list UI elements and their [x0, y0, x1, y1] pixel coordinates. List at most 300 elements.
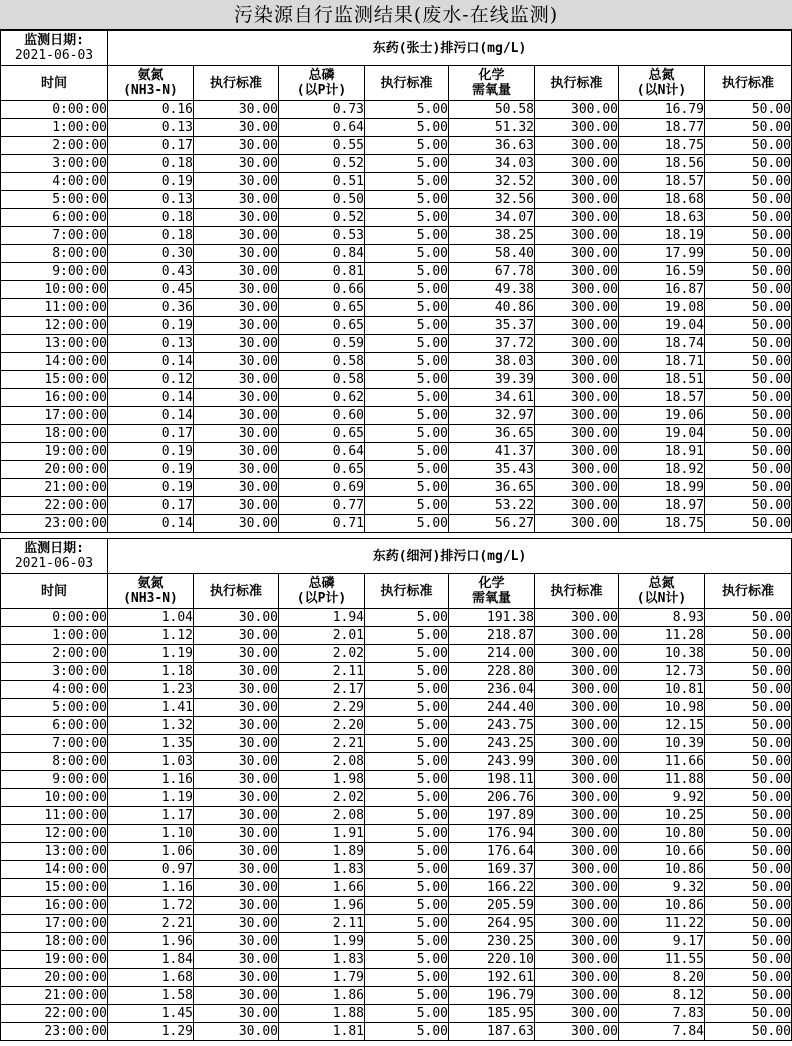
value-cell: 1.94 [279, 609, 365, 627]
value-cell: 5.00 [365, 735, 449, 753]
column-header-line: 执行标准 [209, 75, 262, 91]
value-cell: 56.27 [449, 515, 535, 533]
time-cell: 11:00:00 [1, 807, 108, 825]
value-cell: 1.83 [279, 861, 365, 879]
value-cell: 30.00 [194, 969, 279, 987]
table-row [1, 645, 792, 663]
value-cell: 30.00 [194, 735, 279, 753]
time-cell: 23:00:00 [1, 1023, 108, 1041]
value-cell: 18.92 [619, 461, 705, 479]
table-row [1, 299, 792, 317]
time-cell: 4:00:00 [1, 681, 108, 699]
monitoring-date [1, 539, 108, 574]
value-cell: 50.00 [705, 843, 792, 861]
value-cell: 30.00 [194, 753, 279, 771]
value-cell: 30.00 [194, 681, 279, 699]
value-cell: 236.04 [449, 681, 535, 699]
value-cell: 300.00 [535, 407, 619, 425]
value-cell: 300.00 [535, 425, 619, 443]
value-cell: 7.83 [619, 1005, 705, 1023]
table-row [1, 515, 792, 533]
column-header [108, 574, 194, 609]
value-cell: 34.61 [449, 389, 535, 407]
value-cell: 41.37 [449, 443, 535, 461]
value-cell: 191.38 [449, 609, 535, 627]
value-cell: 19.08 [619, 299, 705, 317]
value-cell: 5.00 [365, 281, 449, 299]
value-cell: 30.00 [194, 1023, 279, 1041]
value-cell: 1.16 [108, 771, 194, 789]
table-row [1, 461, 792, 479]
column-header-line: 执行标准 [209, 583, 262, 599]
value-cell: 198.11 [449, 771, 535, 789]
value-cell: 1.10 [108, 825, 194, 843]
value-cell: 50.00 [705, 951, 792, 969]
value-cell: 40.86 [449, 299, 535, 317]
value-cell: 30.00 [194, 807, 279, 825]
value-cell: 0.30 [108, 245, 194, 263]
column-header-line: 执行标准 [721, 75, 774, 91]
value-cell: 50.00 [705, 479, 792, 497]
value-cell: 2.01 [279, 627, 365, 645]
value-cell: 0.19 [108, 317, 194, 335]
table-row [1, 317, 792, 335]
value-cell: 19.04 [619, 425, 705, 443]
value-cell: 9.32 [619, 879, 705, 897]
value-cell: 0.14 [108, 353, 194, 371]
value-cell: 32.97 [449, 407, 535, 425]
value-cell: 0.19 [108, 173, 194, 191]
value-cell: 0.66 [279, 281, 365, 299]
value-cell: 50.58 [449, 101, 535, 119]
value-cell: 50.00 [705, 119, 792, 137]
value-cell: 5.00 [365, 789, 449, 807]
value-cell: 5.00 [365, 371, 449, 389]
value-cell: 18.97 [619, 497, 705, 515]
column-header-line: 时间 [40, 75, 67, 91]
column-header [279, 66, 365, 101]
column-header-line: 执行标准 [550, 75, 603, 91]
value-cell: 0.52 [279, 155, 365, 173]
value-cell: 18.77 [619, 119, 705, 137]
value-cell: 300.00 [535, 263, 619, 281]
value-cell: 18.57 [619, 173, 705, 191]
value-cell: 300.00 [535, 155, 619, 173]
table-row [1, 101, 792, 119]
value-cell: 10.25 [619, 807, 705, 825]
value-cell: 300.00 [535, 1005, 619, 1023]
value-cell: 30.00 [194, 137, 279, 155]
value-cell: 185.95 [449, 1005, 535, 1023]
value-cell: 30.00 [194, 915, 279, 933]
value-cell: 300.00 [535, 951, 619, 969]
table-row [1, 771, 792, 789]
value-cell: 30.00 [194, 371, 279, 389]
table-row [1, 627, 792, 645]
value-cell: 50.00 [705, 263, 792, 281]
value-cell: 1.32 [108, 717, 194, 735]
value-cell: 228.80 [449, 663, 535, 681]
table-row [1, 227, 792, 245]
value-cell: 5.00 [365, 461, 449, 479]
value-cell: 50.00 [705, 443, 792, 461]
value-cell: 50.00 [705, 191, 792, 209]
value-cell: 0.16 [108, 101, 194, 119]
column-header [365, 66, 449, 101]
value-cell: 244.40 [449, 699, 535, 717]
value-cell: 50.00 [705, 389, 792, 407]
value-cell: 50.00 [705, 101, 792, 119]
value-cell: 32.52 [449, 173, 535, 191]
value-cell: 50.00 [705, 789, 792, 807]
value-cell: 30.00 [194, 335, 279, 353]
value-cell: 1.19 [108, 789, 194, 807]
value-cell: 12.15 [619, 717, 705, 735]
value-cell: 1.91 [279, 825, 365, 843]
value-cell: 187.63 [449, 1023, 535, 1041]
value-cell: 53.22 [449, 497, 535, 515]
value-cell: 30.00 [194, 933, 279, 951]
time-cell: 6:00:00 [1, 209, 108, 227]
value-cell: 30.00 [194, 245, 279, 263]
value-cell: 300.00 [535, 735, 619, 753]
value-cell: 300.00 [535, 771, 619, 789]
time-cell: 1:00:00 [1, 119, 108, 137]
time-cell: 17:00:00 [1, 915, 108, 933]
value-cell: 196.79 [449, 987, 535, 1005]
date-value: 2021-06-03 [14, 48, 94, 63]
value-cell: 300.00 [535, 645, 619, 663]
column-header-line: (NH3-N) [123, 83, 178, 98]
column-header-line: 需氧量 [471, 83, 511, 98]
value-cell: 0.19 [108, 443, 194, 461]
value-cell: 300.00 [535, 299, 619, 317]
value-cell: 11.55 [619, 951, 705, 969]
table-row [1, 753, 792, 771]
value-cell: 1.58 [108, 987, 194, 1005]
value-cell: 30.00 [194, 209, 279, 227]
value-cell: 1.72 [108, 897, 194, 915]
value-cell: 34.07 [449, 209, 535, 227]
value-cell: 9.92 [619, 789, 705, 807]
column-header-line: 执行标准 [550, 583, 603, 599]
value-cell: 300.00 [535, 879, 619, 897]
value-cell: 50.00 [705, 515, 792, 533]
value-cell: 10.81 [619, 681, 705, 699]
value-cell: 0.84 [279, 245, 365, 263]
outlet-name: 东药(张士)排污口(mg/L) [108, 31, 792, 66]
value-cell: 10.86 [619, 861, 705, 879]
value-cell: 30.00 [194, 789, 279, 807]
value-cell: 5.00 [365, 425, 449, 443]
value-cell: 0.45 [108, 281, 194, 299]
value-cell: 5.00 [365, 1023, 449, 1041]
value-cell: 300.00 [535, 371, 619, 389]
value-cell: 30.00 [194, 497, 279, 515]
value-cell: 11.66 [619, 753, 705, 771]
column-header [449, 574, 535, 609]
table-row [1, 137, 792, 155]
time-cell: 16:00:00 [1, 897, 108, 915]
value-cell: 0.51 [279, 173, 365, 191]
value-cell: 243.75 [449, 717, 535, 735]
report-title: 污染源自行监测结果(废水-在线监测) [0, 0, 792, 30]
value-cell: 300.00 [535, 245, 619, 263]
time-cell: 0:00:00 [1, 101, 108, 119]
value-cell: 51.32 [449, 119, 535, 137]
value-cell: 5.00 [365, 317, 449, 335]
value-cell: 50.00 [705, 245, 792, 263]
value-cell: 1.06 [108, 843, 194, 861]
column-header-line: 时间 [40, 583, 67, 599]
value-cell: 5.00 [365, 609, 449, 627]
value-cell: 50.00 [705, 1023, 792, 1041]
value-cell: 300.00 [535, 281, 619, 299]
value-cell: 0.64 [279, 443, 365, 461]
time-cell: 18:00:00 [1, 933, 108, 951]
table-row [1, 479, 792, 497]
value-cell: 0.18 [108, 227, 194, 245]
time-cell: 13:00:00 [1, 335, 108, 353]
value-cell: 0.19 [108, 461, 194, 479]
value-cell: 19.06 [619, 407, 705, 425]
value-cell: 5.00 [365, 879, 449, 897]
value-cell: 300.00 [535, 897, 619, 915]
value-cell: 30.00 [194, 663, 279, 681]
value-cell: 1.88 [279, 1005, 365, 1023]
value-cell: 34.03 [449, 155, 535, 173]
time-cell: 5:00:00 [1, 699, 108, 717]
value-cell: 300.00 [535, 461, 619, 479]
column-header-line: 执行标准 [380, 583, 433, 599]
table-row [1, 1005, 792, 1023]
value-cell: 50.00 [705, 209, 792, 227]
value-cell: 2.02 [279, 789, 365, 807]
value-cell: 206.76 [449, 789, 535, 807]
value-cell: 18.74 [619, 335, 705, 353]
value-cell: 1.99 [279, 933, 365, 951]
value-cell: 230.25 [449, 933, 535, 951]
value-cell: 0.18 [108, 155, 194, 173]
value-cell: 19.04 [619, 317, 705, 335]
time-cell: 10:00:00 [1, 281, 108, 299]
column-header-line: 总磷 [308, 68, 335, 83]
value-cell: 300.00 [535, 209, 619, 227]
value-cell: 5.00 [365, 645, 449, 663]
value-cell: 5.00 [365, 353, 449, 371]
value-cell: 30.00 [194, 227, 279, 245]
value-cell: 300.00 [535, 227, 619, 245]
value-cell: 0.77 [279, 497, 365, 515]
value-cell: 5.00 [365, 101, 449, 119]
value-cell: 5.00 [365, 497, 449, 515]
table-row [1, 497, 792, 515]
value-cell: 300.00 [535, 119, 619, 137]
table-row [1, 735, 792, 753]
value-cell: 5.00 [365, 807, 449, 825]
value-cell: 300.00 [535, 317, 619, 335]
value-cell: 1.84 [108, 951, 194, 969]
value-cell: 18.68 [619, 191, 705, 209]
date-label: 监测日期: [24, 33, 84, 48]
value-cell: 300.00 [535, 515, 619, 533]
value-cell: 300.00 [535, 969, 619, 987]
time-cell: 2:00:00 [1, 645, 108, 663]
value-cell: 50.00 [705, 317, 792, 335]
value-cell: 50.00 [705, 407, 792, 425]
value-cell: 50.00 [705, 335, 792, 353]
value-cell: 2.11 [279, 663, 365, 681]
value-cell: 5.00 [365, 681, 449, 699]
value-cell: 5.00 [365, 933, 449, 951]
time-cell: 1:00:00 [1, 627, 108, 645]
time-cell: 21:00:00 [1, 987, 108, 1005]
value-cell: 50.00 [705, 915, 792, 933]
value-cell: 0.58 [279, 371, 365, 389]
value-cell: 50.00 [705, 879, 792, 897]
value-cell: 50.00 [705, 861, 792, 879]
value-cell: 1.83 [279, 951, 365, 969]
value-cell: 5.00 [365, 771, 449, 789]
value-cell: 300.00 [535, 191, 619, 209]
value-cell: 30.00 [194, 479, 279, 497]
value-cell: 5.00 [365, 825, 449, 843]
value-cell: 5.00 [365, 263, 449, 281]
value-cell: 30.00 [194, 173, 279, 191]
time-cell: 3:00:00 [1, 663, 108, 681]
value-cell: 0.65 [279, 299, 365, 317]
value-cell: 0.69 [279, 479, 365, 497]
table-row [1, 119, 792, 137]
value-cell: 35.37 [449, 317, 535, 335]
column-header-line: (NH3-N) [123, 591, 178, 606]
value-cell: 1.19 [108, 645, 194, 663]
value-cell: 30.00 [194, 191, 279, 209]
value-cell: 50.00 [705, 461, 792, 479]
value-cell: 8.12 [619, 987, 705, 1005]
value-cell: 36.63 [449, 137, 535, 155]
value-cell: 50.00 [705, 299, 792, 317]
value-cell: 30.00 [194, 119, 279, 137]
value-cell: 37.72 [449, 335, 535, 353]
table-row [1, 987, 792, 1005]
time-cell: 6:00:00 [1, 717, 108, 735]
time-cell: 11:00:00 [1, 299, 108, 317]
table-row [1, 389, 792, 407]
value-cell: 5.00 [365, 897, 449, 915]
table-row [1, 915, 792, 933]
value-cell: 30.00 [194, 299, 279, 317]
column-header [705, 66, 792, 101]
value-cell: 50.00 [705, 807, 792, 825]
value-cell: 2.08 [279, 753, 365, 771]
value-cell: 300.00 [535, 627, 619, 645]
value-cell: 17.99 [619, 245, 705, 263]
value-cell: 5.00 [365, 119, 449, 137]
time-cell: 20:00:00 [1, 461, 108, 479]
time-cell: 18:00:00 [1, 425, 108, 443]
column-header-line: 执行标准 [721, 583, 774, 599]
value-cell: 243.25 [449, 735, 535, 753]
value-cell: 5.00 [365, 843, 449, 861]
value-cell: 300.00 [535, 861, 619, 879]
column-header-line: (以P计) [296, 83, 347, 98]
time-cell: 9:00:00 [1, 771, 108, 789]
value-cell: 1.17 [108, 807, 194, 825]
table-row [1, 173, 792, 191]
table-row [1, 879, 792, 897]
value-cell: 18.57 [619, 389, 705, 407]
value-cell: 1.35 [108, 735, 194, 753]
value-cell: 197.89 [449, 807, 535, 825]
info-row [1, 31, 792, 66]
value-cell: 176.64 [449, 843, 535, 861]
value-cell: 300.00 [535, 843, 619, 861]
value-cell: 36.65 [449, 425, 535, 443]
value-cell: 67.78 [449, 263, 535, 281]
column-header [365, 574, 449, 609]
column-header-line: 化学 [478, 68, 505, 83]
value-cell: 50.00 [705, 933, 792, 951]
value-cell: 0.65 [279, 461, 365, 479]
value-cell: 2.21 [279, 735, 365, 753]
value-cell: 50.00 [705, 699, 792, 717]
column-header-line: (以P计) [296, 591, 347, 606]
value-cell: 300.00 [535, 1023, 619, 1041]
value-cell: 30.00 [194, 263, 279, 281]
value-cell: 166.22 [449, 879, 535, 897]
table-row [1, 663, 792, 681]
time-cell: 23:00:00 [1, 515, 108, 533]
value-cell: 0.13 [108, 191, 194, 209]
column-header [449, 66, 535, 101]
value-cell: 5.00 [365, 191, 449, 209]
value-cell: 2.20 [279, 717, 365, 735]
value-cell: 1.81 [279, 1023, 365, 1041]
table-row [1, 281, 792, 299]
value-cell: 50.00 [705, 425, 792, 443]
value-cell: 1.89 [279, 843, 365, 861]
value-cell: 300.00 [535, 353, 619, 371]
value-cell: 50.00 [705, 155, 792, 173]
time-cell: 15:00:00 [1, 879, 108, 897]
time-cell: 2:00:00 [1, 137, 108, 155]
value-cell: 11.28 [619, 627, 705, 645]
value-cell: 39.39 [449, 371, 535, 389]
value-cell: 58.40 [449, 245, 535, 263]
value-cell: 300.00 [535, 915, 619, 933]
monitoring-table [0, 30, 792, 533]
value-cell: 10.98 [619, 699, 705, 717]
value-cell: 300.00 [535, 173, 619, 191]
value-cell: 30.00 [194, 101, 279, 119]
value-cell: 5.00 [365, 515, 449, 533]
value-cell: 0.65 [279, 317, 365, 335]
value-cell: 1.04 [108, 609, 194, 627]
column-header [279, 574, 365, 609]
value-cell: 30.00 [194, 389, 279, 407]
monitoring-table [0, 538, 792, 1041]
value-cell: 0.17 [108, 497, 194, 515]
table-row [1, 951, 792, 969]
time-cell: 3:00:00 [1, 155, 108, 173]
value-cell: 2.11 [279, 915, 365, 933]
value-cell: 50.00 [705, 735, 792, 753]
time-cell: 12:00:00 [1, 317, 108, 335]
column-header [1, 66, 108, 101]
table-row [1, 609, 792, 627]
value-cell: 50.00 [705, 627, 792, 645]
